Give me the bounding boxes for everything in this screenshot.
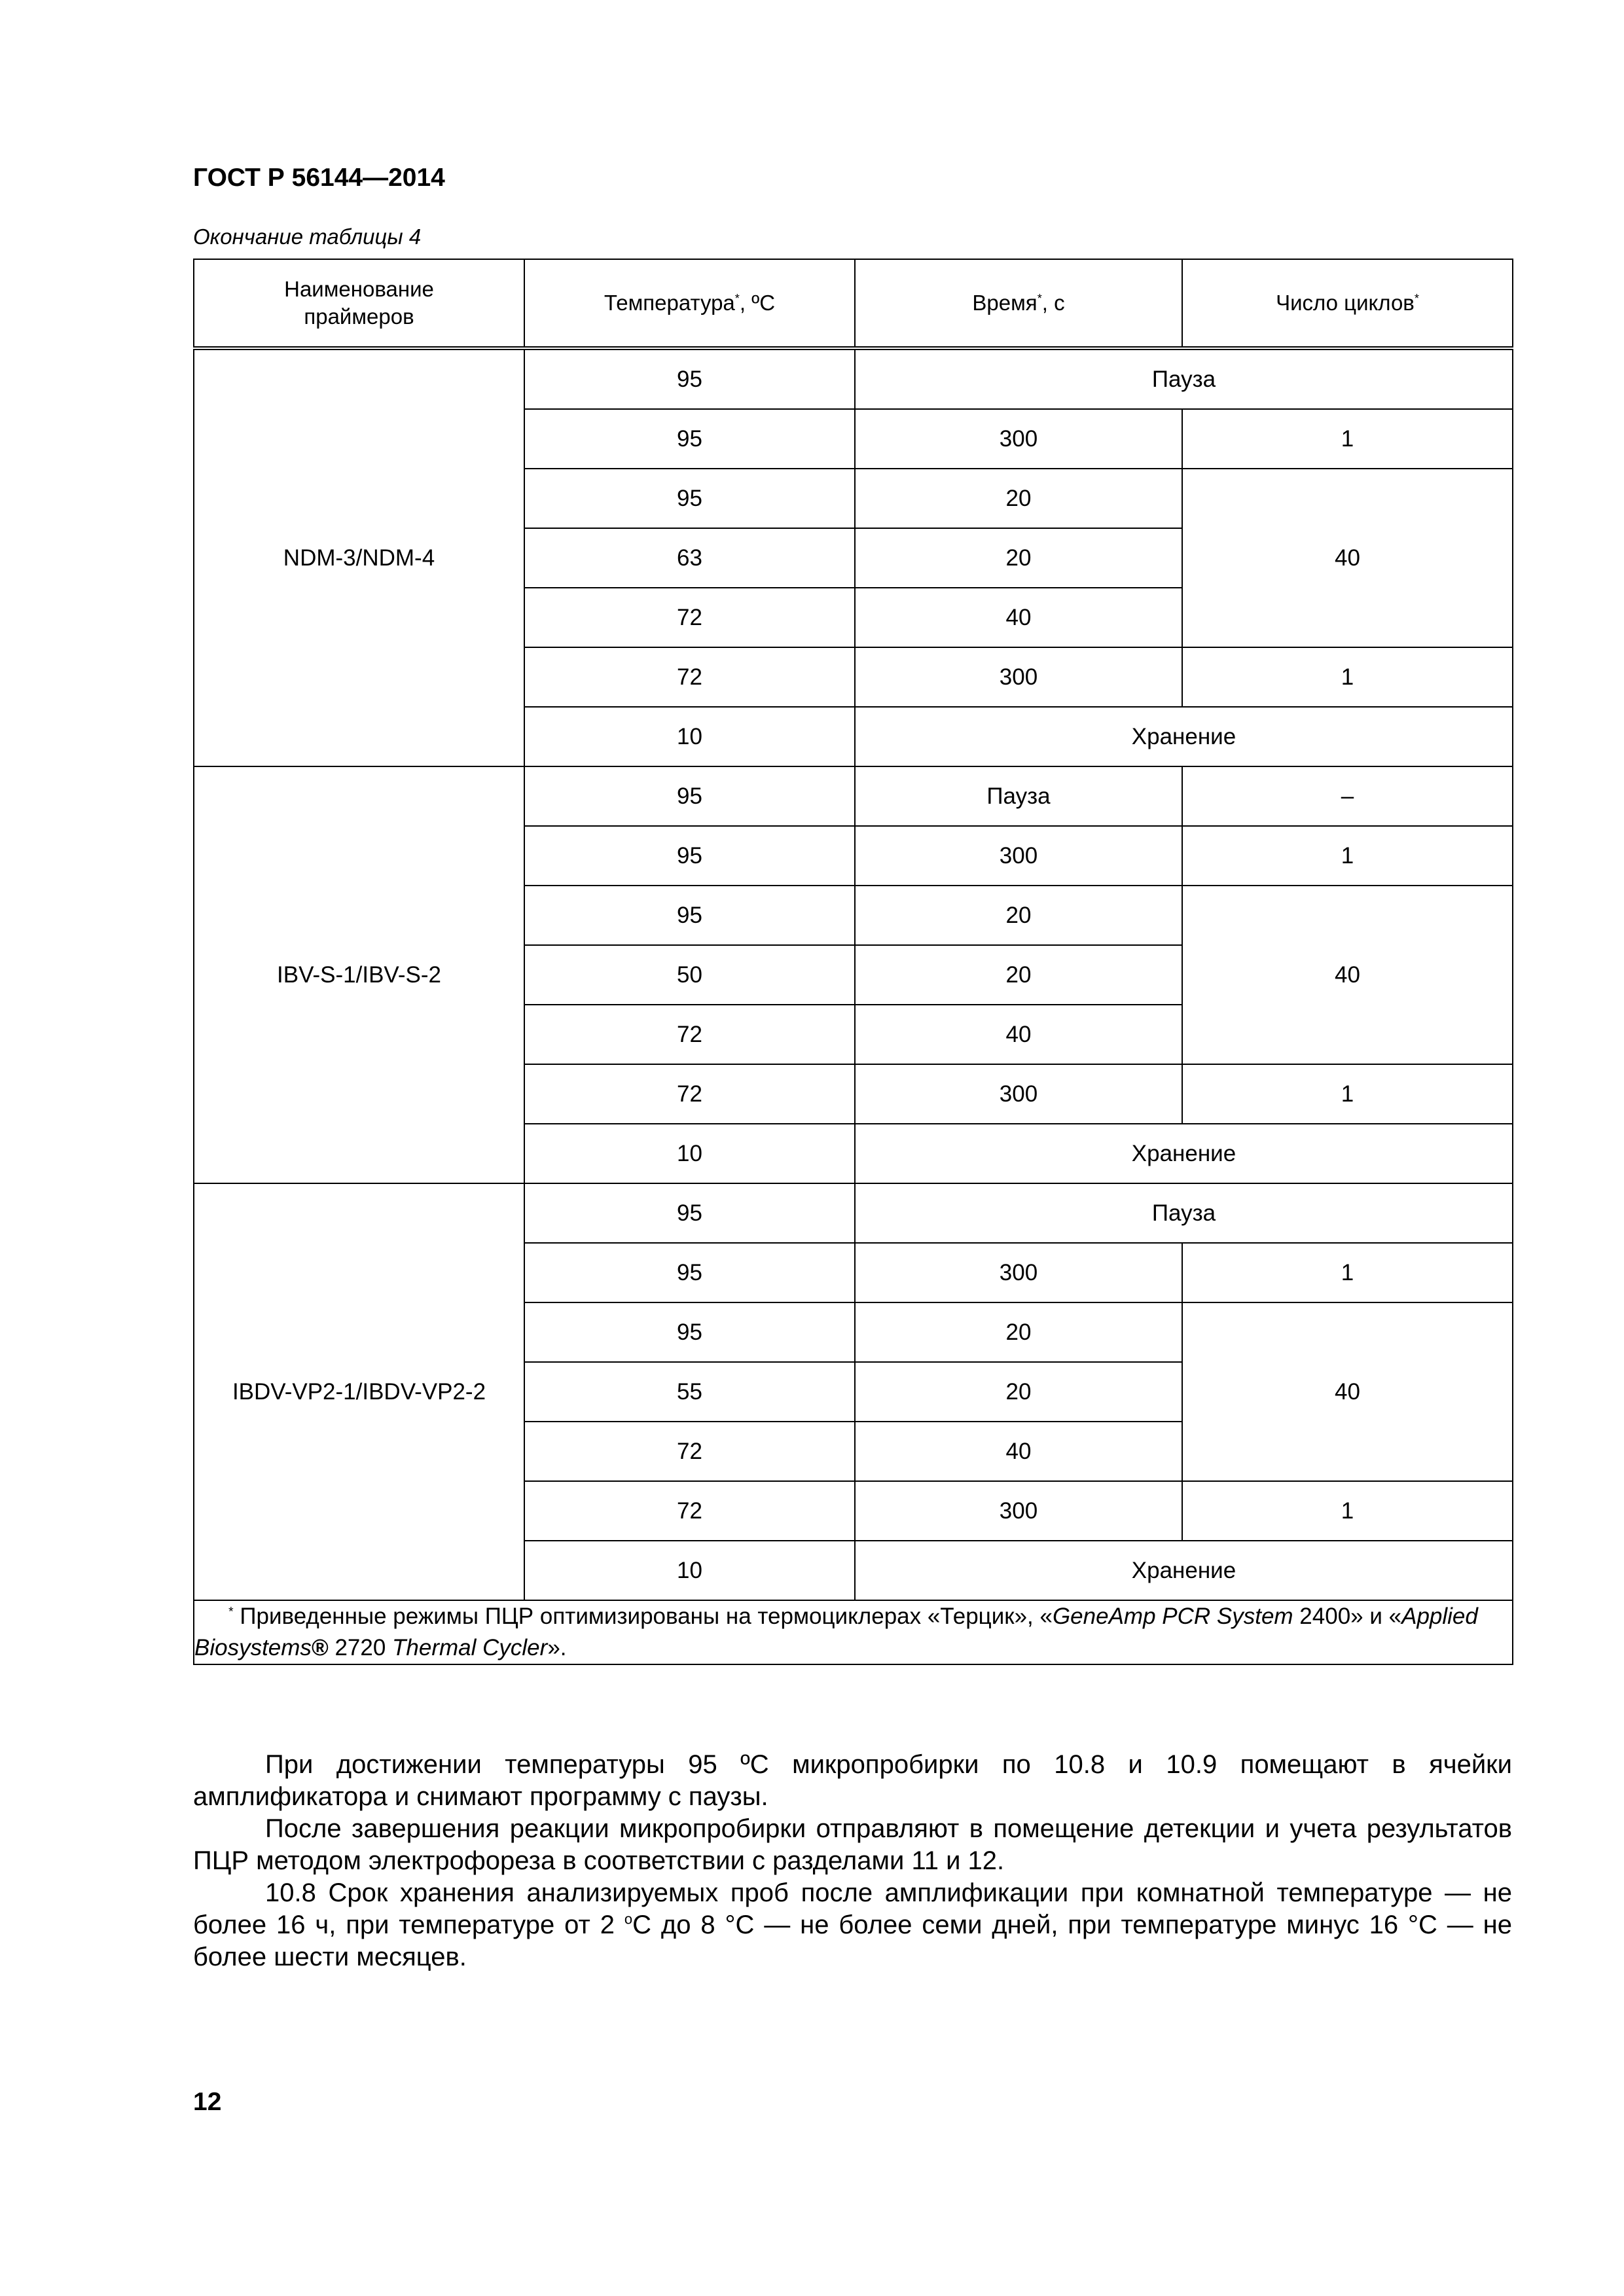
header-temperature: Температура*, ºС	[524, 259, 855, 348]
time-cell: Пауза	[855, 348, 1513, 409]
cycles-cell: 1	[1182, 826, 1513, 886]
table-footnote-row	[194, 1600, 1513, 1664]
time-cell: Хранение	[855, 707, 1513, 766]
table-row	[194, 348, 1513, 409]
time-cell: Пауза	[855, 1183, 1513, 1243]
cycles-cell: 1	[1182, 1243, 1513, 1302]
time-cell: 20	[855, 1362, 1182, 1422]
time-cell: 300	[855, 826, 1182, 886]
time-cell: 300	[855, 1481, 1182, 1541]
paragraph: При достижении температуры 95 ºС микропробирки по 10.8 и 10.9 помещают в ячейки амплификатора и снимают программу с паузы.	[193, 1750, 1512, 1811]
table-row	[194, 766, 1513, 826]
cycles-cell: –	[1182, 766, 1513, 826]
cycles-cell: 40	[1182, 1302, 1513, 1481]
header-primer-name: Наименование праймеров	[194, 259, 524, 348]
table-caption: Окончание таблицы 4	[193, 224, 422, 249]
time-cell: 40	[855, 1422, 1182, 1481]
pcr-regime-table	[193, 259, 1513, 1665]
temp-cell: 95	[524, 348, 855, 409]
temp-cell: 95	[524, 766, 855, 826]
table-header-row	[194, 259, 1513, 348]
temp-cell: 95	[524, 1302, 855, 1362]
temp-cell: 95	[524, 1243, 855, 1302]
time-cell: 20	[855, 945, 1182, 1005]
temp-cell: 72	[524, 1422, 855, 1481]
time-cell: 20	[855, 1302, 1182, 1362]
cycles-cell: 40	[1182, 469, 1513, 647]
time-cell: 300	[855, 1243, 1182, 1302]
temp-cell: 72	[524, 1005, 855, 1064]
time-cell: 40	[855, 1005, 1182, 1064]
temp-cell: 10	[524, 1541, 855, 1600]
time-cell: Хранение	[855, 1124, 1513, 1183]
primer-name-cell: IBV-S-1/IBV-S-2	[194, 766, 524, 1183]
temp-cell: 10	[524, 1124, 855, 1183]
cycles-cell: 1	[1182, 647, 1513, 707]
cycles-cell: 1	[1182, 409, 1513, 469]
time-cell: Пауза	[855, 766, 1182, 826]
header-cycles: Число циклов*	[1182, 259, 1513, 348]
paragraph: 10.8 Срок хранения анализируемых проб после амплификации при комнатной температуре — не более 16 ч, при температуре от 2 $^о$С до 8 °С — не более семи дней, при температуре минус 16 °С — не более шести месяцев.	[193, 1878, 1512, 1971]
temp-cell: 72	[524, 647, 855, 707]
temp-cell: 95	[524, 1183, 855, 1243]
table-footnote: * Приведенные режимы ПЦР оптимизированы на термоциклерах «Терцик», «GeneAmp PCR System 2400» и «Applied Biosystems® 2720 Thermal Cycler».	[194, 1600, 1513, 1664]
temp-cell: 72	[524, 1481, 855, 1541]
time-cell: 300	[855, 647, 1182, 707]
time-cell: Хранение	[855, 1541, 1513, 1600]
cycles-cell: 40	[1182, 886, 1513, 1064]
cycles-cell: 1	[1182, 1064, 1513, 1124]
table-row	[194, 1183, 1513, 1243]
time-cell: 300	[855, 1064, 1182, 1124]
temp-cell: 72	[524, 588, 855, 647]
primer-name-cell: NDM-3/NDM-4	[194, 348, 524, 766]
time-cell: 20	[855, 528, 1182, 588]
cycles-cell: 1	[1182, 1481, 1513, 1541]
header-time: Время*, с	[855, 259, 1182, 348]
document-code: ГОСТ Р 56144—2014	[193, 164, 445, 192]
primer-name-cell: IBDV-VP2-1/IBDV-VP2-2	[194, 1183, 524, 1600]
temp-cell: 63	[524, 528, 855, 588]
temp-cell: 55	[524, 1362, 855, 1422]
temp-cell: 95	[524, 409, 855, 469]
time-cell: 300	[855, 409, 1182, 469]
time-cell: 20	[855, 886, 1182, 945]
temp-cell: 95	[524, 886, 855, 945]
page-number: 12	[193, 2088, 222, 2116]
paragraph: После завершения реакции микропробирки отправляют в помещение детекции и учета результатов ПЦР методом электрофореза в соответствии с разделами 11 и 12.	[193, 1814, 1512, 1875]
temp-cell: 95	[524, 826, 855, 886]
temp-cell: 50	[524, 945, 855, 1005]
temp-cell: 95	[524, 469, 855, 528]
body-text	[193, 1749, 1512, 1973]
temp-cell: 72	[524, 1064, 855, 1124]
temp-cell: 10	[524, 707, 855, 766]
time-cell: 20	[855, 469, 1182, 528]
time-cell: 40	[855, 588, 1182, 647]
